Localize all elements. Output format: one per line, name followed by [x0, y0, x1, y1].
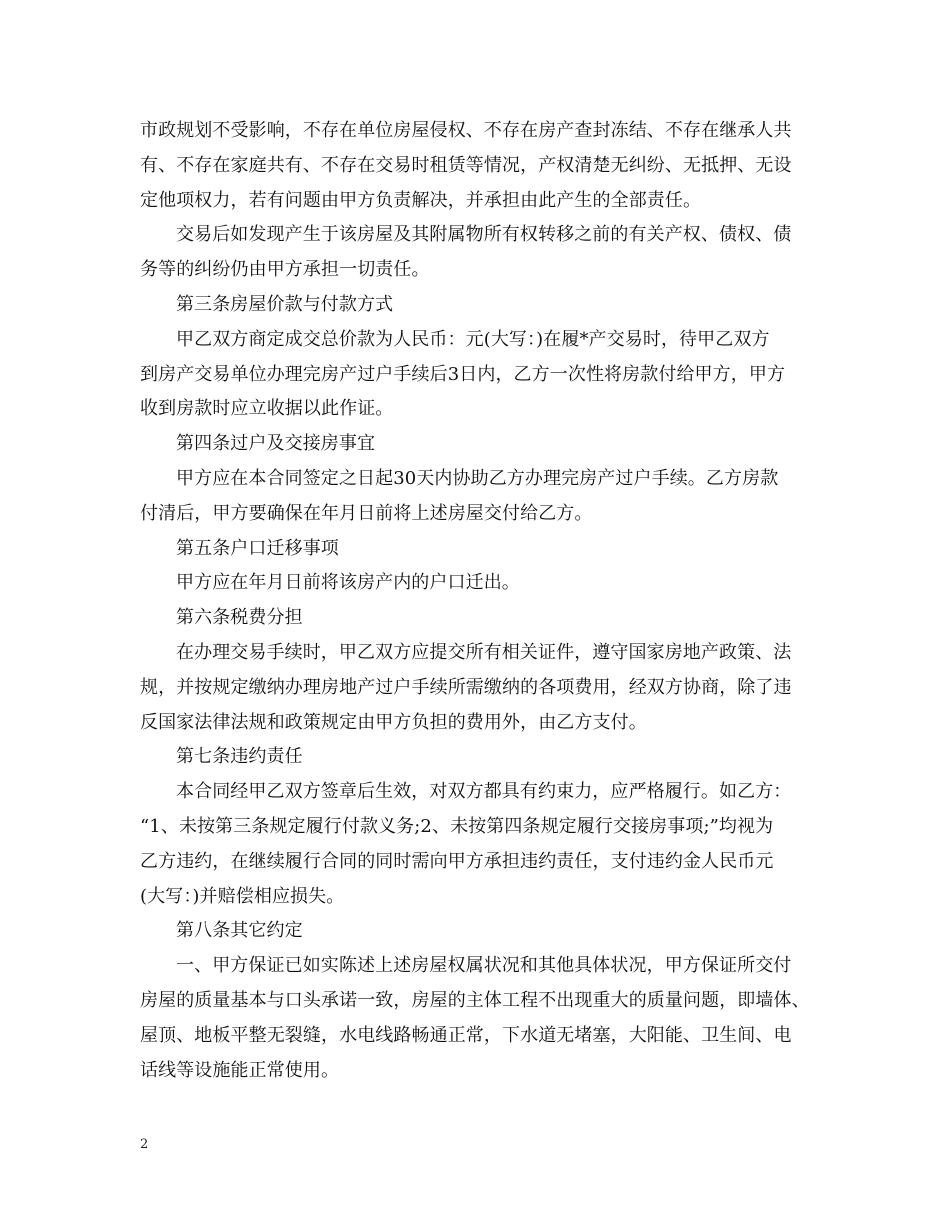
text-line: “1、未按第三条规定履行付款义务;2、未按第四条规定履行交接房事项;”均视为: [140, 815, 774, 837]
section-heading: 第八条其它约定: [176, 920, 303, 942]
document-body: [140, 114, 820, 1088]
paragraph-start-line: 甲方应在本合同签定之日起30天内协助乙方办理完房产过户手续。乙方房款: [176, 467, 779, 489]
section-heading: 第六条税费分担: [176, 607, 303, 629]
text-line: 反国家法律法规和政策规定由甲方负担的费用外，由乙方支付。: [140, 711, 647, 733]
text-line: (大写：)并赔偿相应损失。: [140, 885, 345, 907]
section-heading: 第五条户口迁移事项: [176, 537, 339, 559]
text-line: 有、不存在家庭共有、不存在交易时租赁等情况，产权清楚无纠纷、无抵押、无设: [140, 154, 792, 176]
paragraph-start-line: 交易后如发现产生于该房屋及其附属物所有权转移之前的有关产权、债权、债: [176, 224, 792, 246]
text-line: 收到房款时应立收据以此作证。: [140, 398, 394, 420]
text-line: 到房产交易单位办理完房产过户手续后3日内，乙方一次性将房款付给甲方，甲方: [140, 363, 786, 385]
paragraph-start-line: 一、甲方保证已如实陈述上述房屋权属状况和其他具体状况，甲方保证所交付: [176, 955, 792, 977]
text-line: 务等的纠纷仍由甲方承担一切责任。: [140, 259, 430, 281]
text-line: 房屋的质量基本与口头承诺一致，房屋的主体工程不出现重大的质量问题，即墙体、: [140, 989, 810, 1011]
paragraph-start-line: 本合同经甲乙双方签章后生效，对双方都具有约束力，应严格履行。如乙方：: [176, 781, 792, 803]
text-line: 付清后，甲方要确保在年月日前将上述房屋交付给乙方。: [140, 502, 593, 524]
text-line: 市政规划不受影响，不存在单位房屋侵权、不存在房产查封冻结、不存在继承人共: [140, 120, 792, 141]
paragraph-start-line: 甲方应在年月日前将该房产内的户口迁出。: [176, 572, 520, 594]
page-number: 2: [140, 1137, 149, 1152]
section-heading: 第四条过户及交接房事宜: [176, 433, 376, 455]
text-line: 规，并按规定缴纳办理房地产过户手续所需缴纳的各项费用，经双方协商，除了违: [140, 676, 792, 698]
text-line: 乙方违约，在继续履行合同的同时需向甲方承担违约责任，支付违约金人民币元: [140, 850, 774, 872]
paragraph-start-line: 甲乙双方商定成交总价款为人民币：元(大写：)在履*产交易时，待甲乙双方: [176, 328, 770, 350]
paragraph-start-line: 在办理交易手续时，甲乙双方应提交所有相关证件，遵守国家房地产政策、法: [176, 641, 792, 663]
text-line: 定他项权力，若有问题由甲方负责解决，并承担由此产生的全部责任。: [140, 189, 702, 211]
text-line: 屋顶、地板平整无裂缝，水电线路畅通正常，下水道无堵塞，大阳能、卫生间、电: [140, 1024, 792, 1046]
text-line: 话线等设施能正常使用。: [140, 1059, 340, 1081]
section-heading: 第三条房屋价款与付款方式: [176, 293, 394, 315]
section-heading: 第七条违约责任: [176, 746, 303, 768]
